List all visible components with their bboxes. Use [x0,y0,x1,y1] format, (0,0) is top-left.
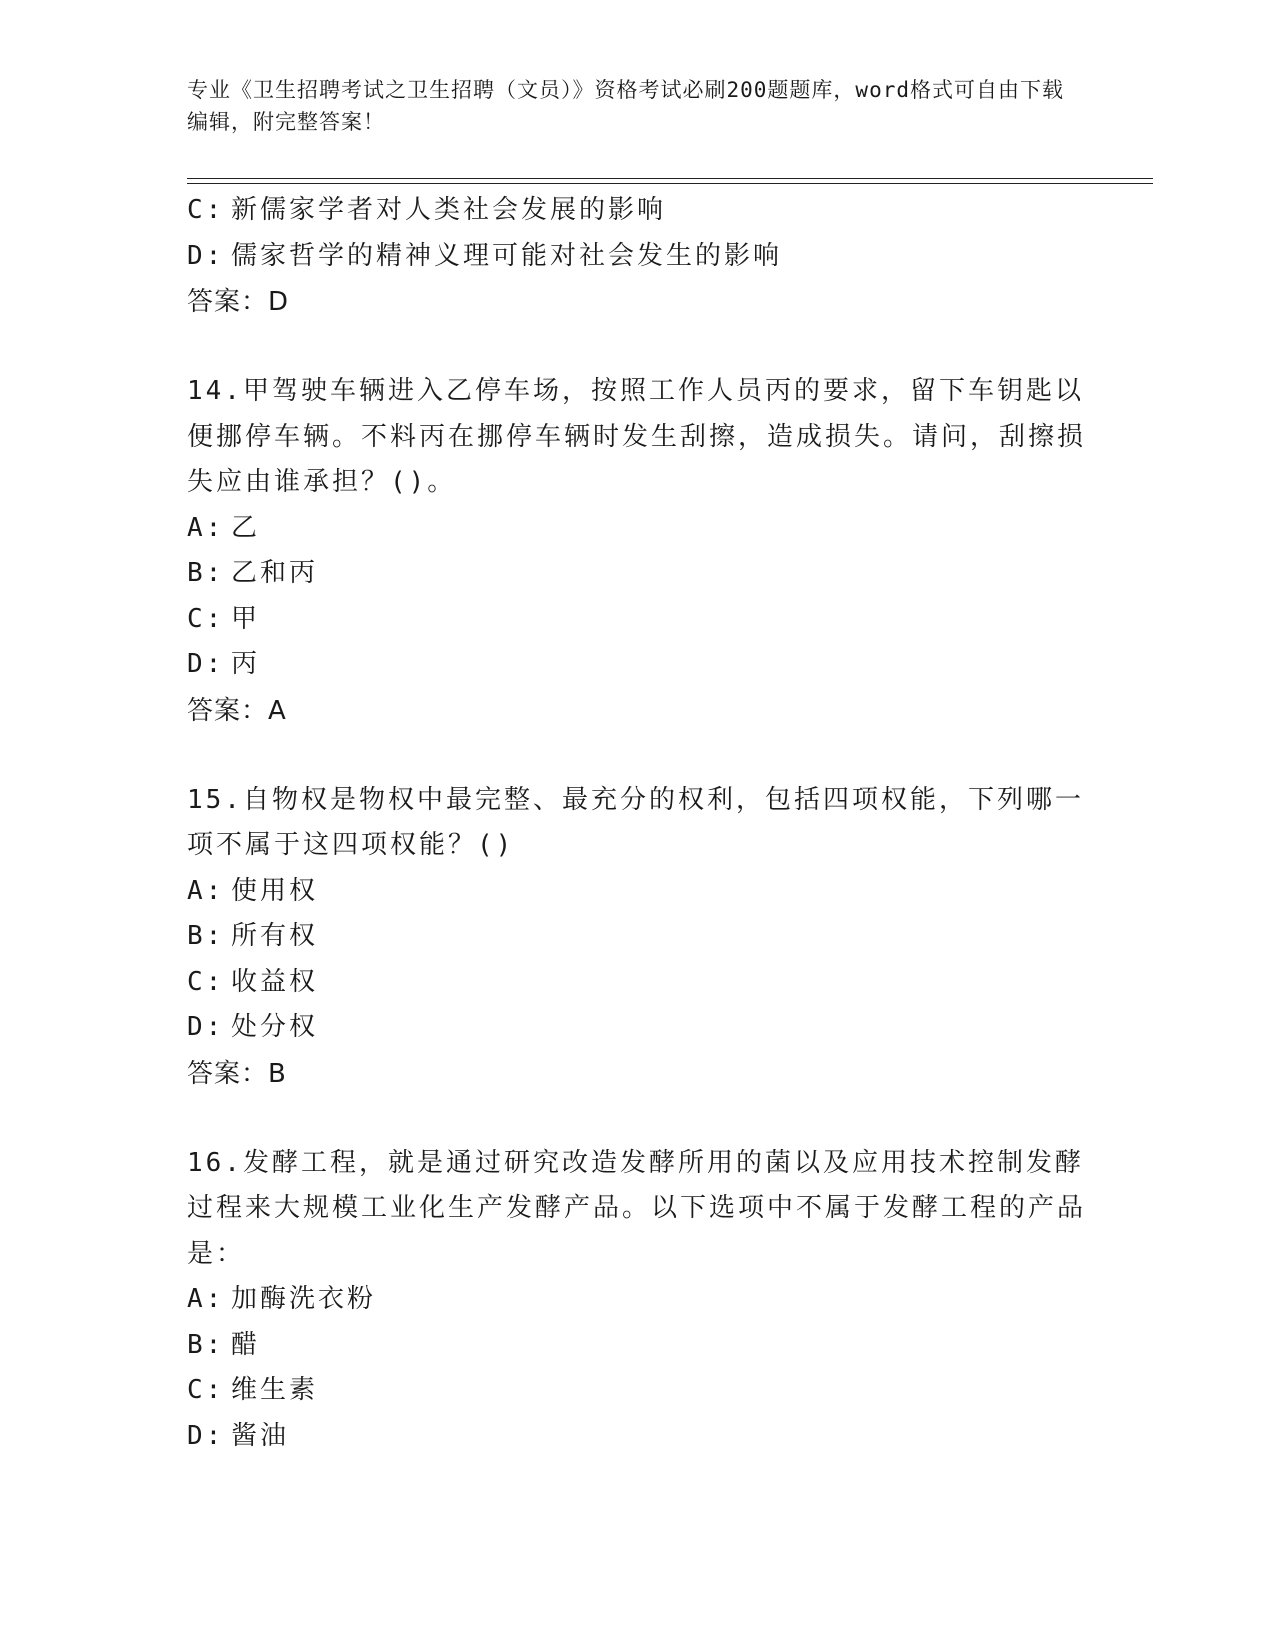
header-rule-top [187,178,1153,179]
option-c [187,1368,1087,1414]
option-c [187,597,1087,643]
option-text: 所有权 [231,921,319,951]
page-header: 专业《卫生招聘考试之卫生招聘（文员）》资格考试必刷200题题库，word格式可自由下载编辑，附完整答案！ [187,78,1064,134]
option-text: 收益权 [231,966,319,997]
document-body [187,188,1087,1459]
question-text: 14.甲驾驶车辆进入乙停车场，按照工作人员丙的要求，留下车钥匙以便挪停车辆。不料丙在挪停车辆时发生刮擦，造成损失。请问，刮擦损失应由谁承担？()。 [187,376,1087,497]
option-text: 甲 [231,603,261,634]
option-text: 乙和丙 [231,558,319,588]
option-key: C: [187,195,225,225]
answer: 答案：D [187,287,290,317]
option-key: C: [187,1375,225,1405]
option-key: D: [187,1420,225,1451]
question-text: 16.发酵工程，就是通过研究改造发酵所用的菌以及应用技术控制发酵过程来大规模工业化生产发酵产品。以下选项中不属于发酵工程的产品是： [187,1147,1087,1269]
option-text: 丙 [231,649,261,679]
option-a [187,506,1087,552]
option-key: D: [187,1012,225,1042]
question-14 [187,369,1087,734]
option-key: A: [187,875,225,906]
option-text: 乙 [231,512,261,543]
option-a [187,1277,1087,1323]
option-text: 加酶洗衣粉 [231,1284,377,1314]
option-d [187,1414,1087,1460]
option-d [187,234,1087,280]
option-text: 醋 [231,1329,261,1360]
question-16 [187,1141,1087,1460]
option-key: A: [187,512,225,543]
option-text: 新儒家学者对人类社会发展的影响 [231,195,667,225]
option-b [187,551,1087,597]
option-b [187,914,1087,960]
option-c [187,188,1087,234]
option-key: C: [187,603,225,634]
option-key: B: [187,921,225,951]
option-c [187,960,1087,1006]
option-a [187,869,1087,915]
option-key: B: [187,558,225,588]
option-b [187,1323,1087,1369]
option-d [187,1005,1087,1051]
option-text: 处分权 [231,1012,319,1042]
header-rule-bottom [187,183,1153,184]
answer: 答案：A [187,695,287,726]
question-text: 15.自物权是物权中最完整、最充分的权利，包括四项权能，下列哪一项不属于这四项权能？() [187,784,1084,860]
option-key: D: [187,649,225,679]
option-text: 酱油 [231,1420,290,1451]
option-text: 儒家哲学的精神义理可能对社会发生的影响 [231,240,783,271]
option-key: B: [187,1329,225,1360]
question-15 [187,778,1087,1097]
option-d [187,642,1087,688]
option-text: 维生素 [231,1375,319,1405]
prev-question [187,188,1087,325]
option-key: C: [187,966,225,997]
answer: 答案：B [187,1058,287,1089]
option-key: A: [187,1284,225,1314]
option-key: D: [187,240,225,271]
option-text: 使用权 [231,875,319,906]
